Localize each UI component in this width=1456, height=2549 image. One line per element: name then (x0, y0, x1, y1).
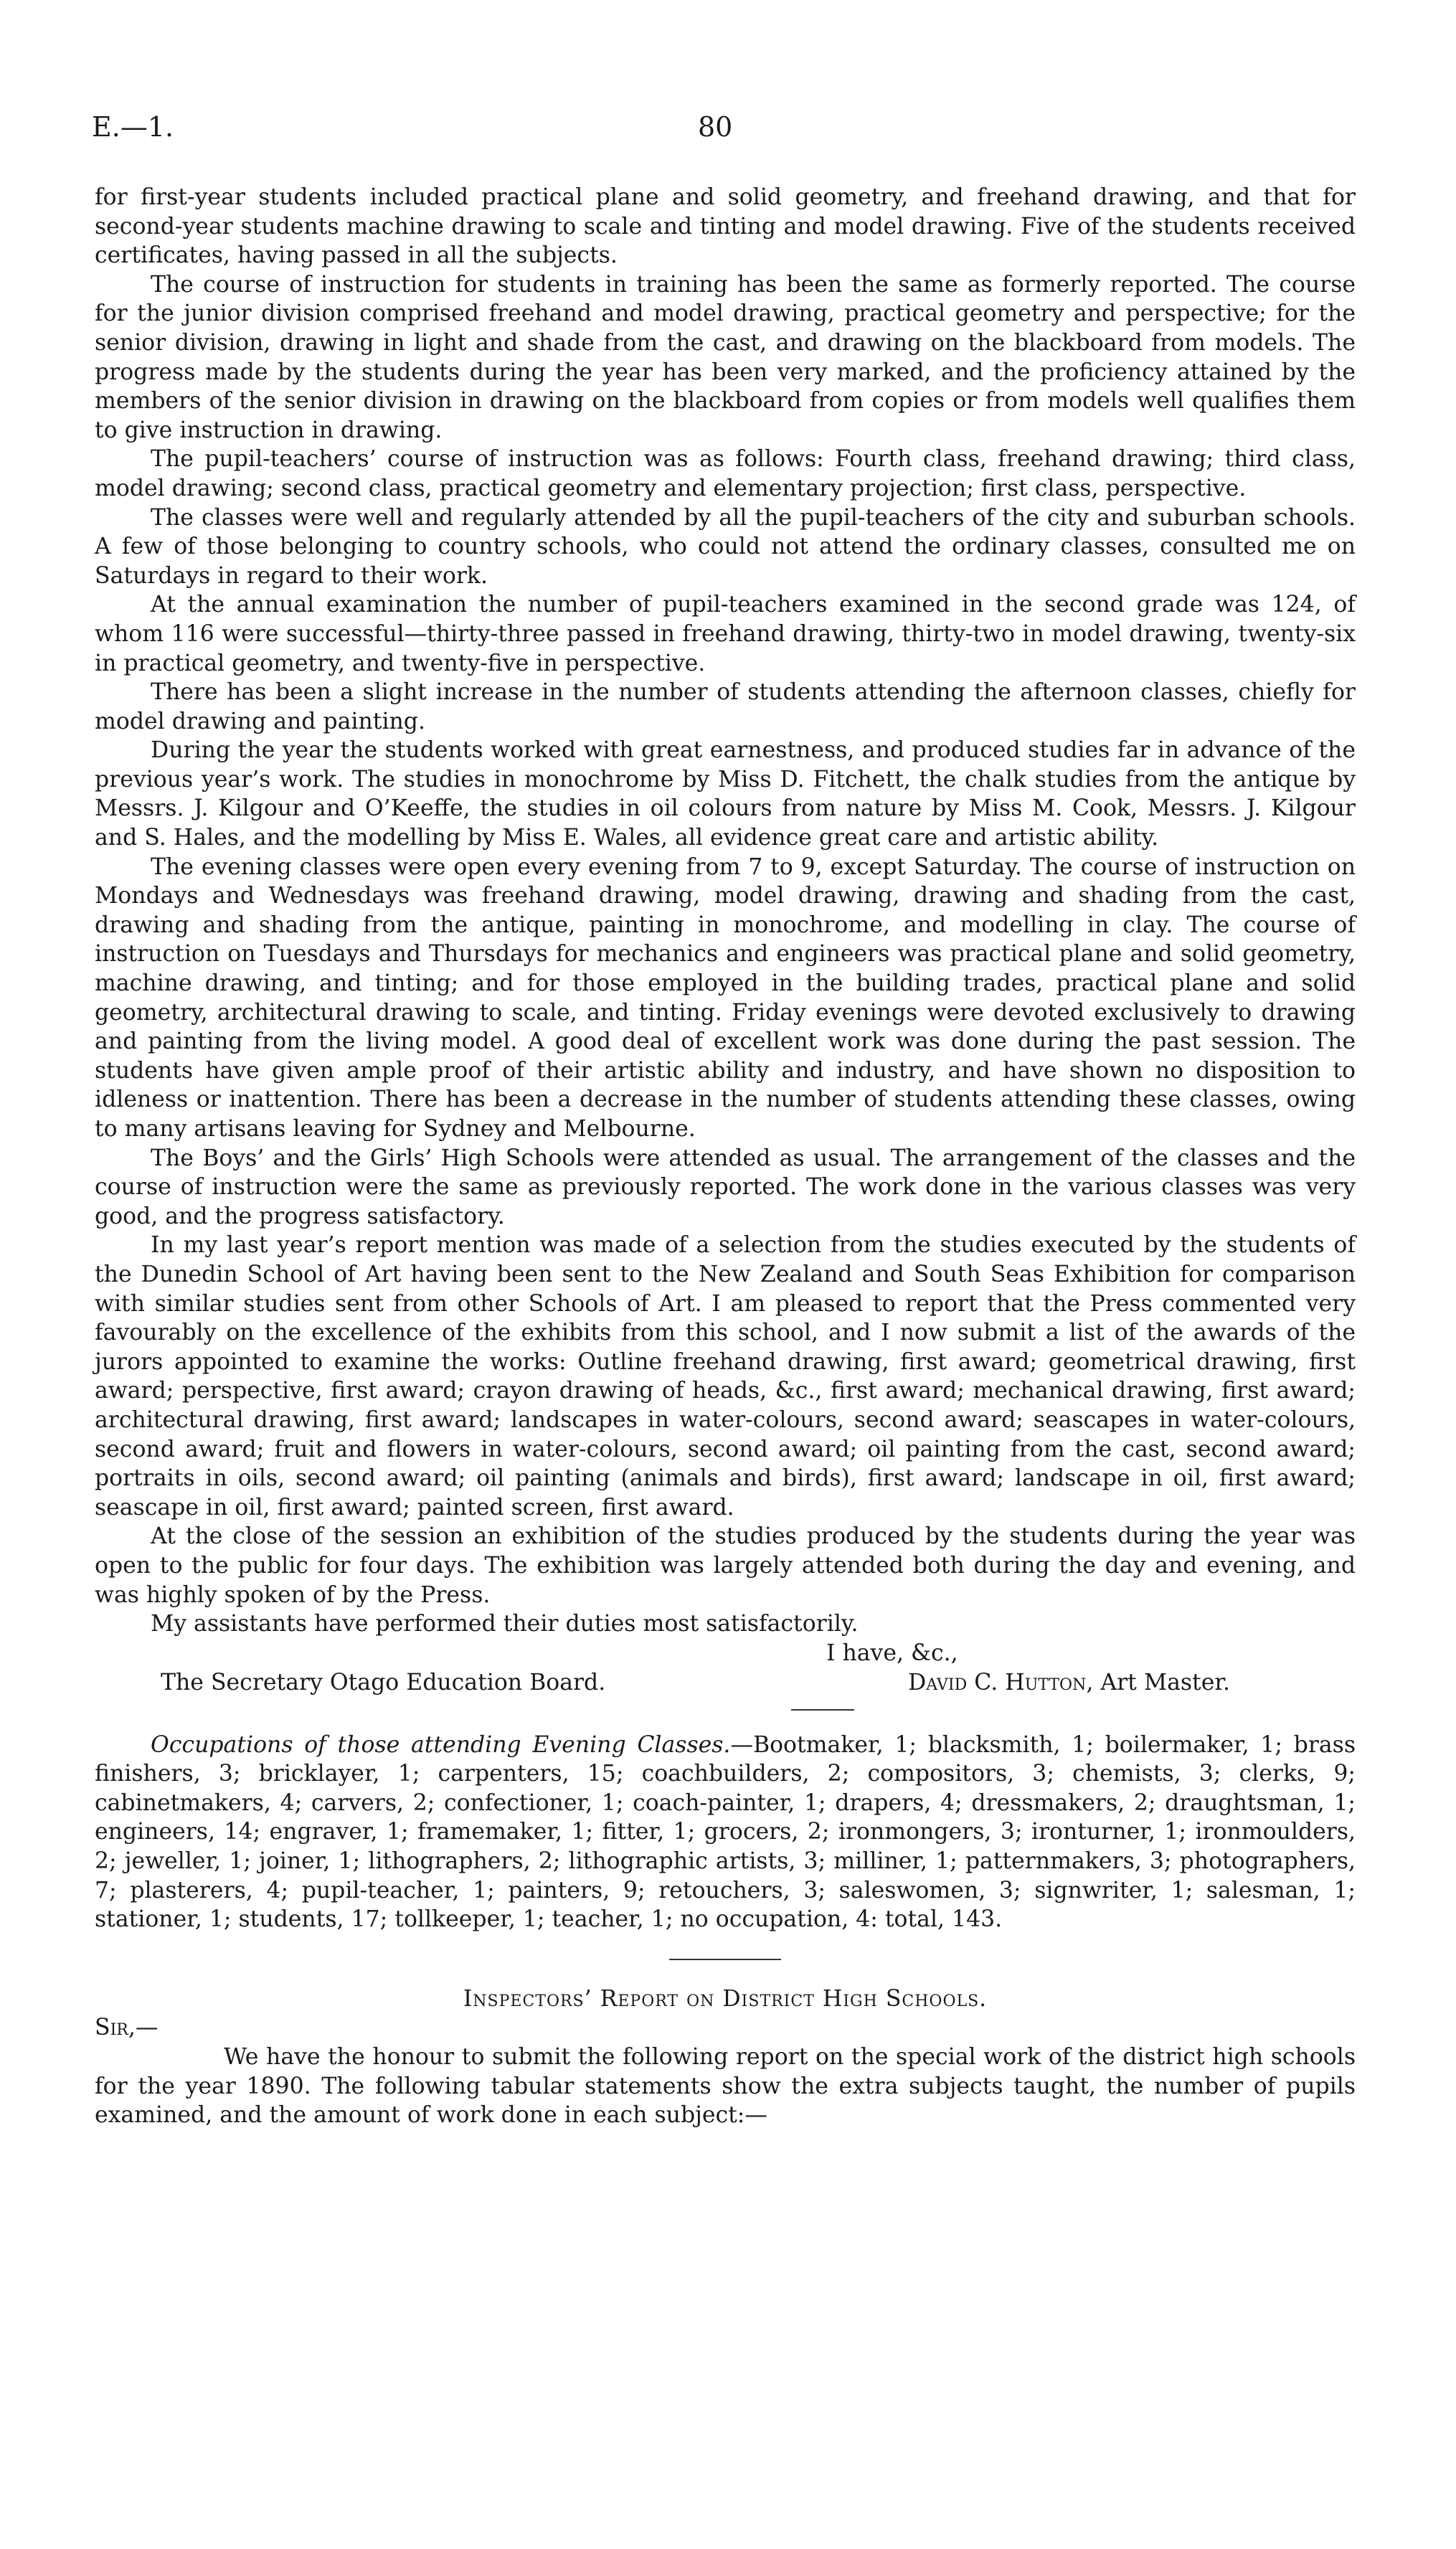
document-reference: E.—1. (92, 111, 174, 143)
paragraph-exhibition-awards: In my last year’s report mention was made of a selection from the studies executed by the students of the Dunedin School of Art having been sent to the New Zealand and South Seas Exhibition for comparison with similar studies sent from other Schools of Art. I am pleased to report that the Press commented very favourably on the excellence of the exhibits from this school, and I now submit a list of the awards of the jurors appointed to examine the works: Outline freehand drawing, first award; geometrical drawing, first award; perspective, first award; crayon drawing of heads, &c., first award; mechanical drawing, first award; architectural drawing, first award; landscapes in water-colours, second award; seascapes in water-colours, second award; fruit and flowers in water-colours, second award; oil painting from the cast, second award; portraits in oils, second award; oil painting (animals and birds), first award; landscape in oil, first award; seascape in oil, first award; painted screen, first award. (95, 1232, 1356, 1521)
paragraph-session-exhibition: At the close of the session an exhibition of the studies produced by the students during the year was open to the public for four days. The exhibition was largely attended both during the day and evening, and was highly spoken of by the Press. (95, 1523, 1356, 1608)
paragraph-afternoon-classes: There has been a slight increase in the number of students attending the afternoon classes, chiefly for model drawing and painting. (95, 679, 1356, 734)
paragraph-attendance: The classes were well and regularly attended by all the pupil-teachers of the city and suburban schools. A few of those belonging to country schools, who could not attend the ordinary classes, consulted me on Saturdays in regard to their work. (95, 504, 1356, 589)
paragraph-evening-classes: The evening classes were open every evening from 7 to 9, except Saturday. The course of instruction on Mondays and Wednesdays was freehand drawing, model drawing, drawing and shading from the cast, drawing and shading from the antique, painting in monochrome, and modelling in clay. The course of instruction on Tuesdays and Thursdays for mechanics and engineers was practical plane and solid geometry, machine drawing, and tinting; and for those employed in the building trades, practical plane and solid geometry, architectural drawing to scale, and tinting. Friday evenings were devoted exclusively to drawing and painting from the living model. A good deal of excellent work was done during the past session. The students have given ample proof of their artistic ability and industry, and have shown no disposition to idleness or inattention. There has been a decrease in the number of students attending these classes, owing to many artisans leaving for Sydney and Melbourne. (95, 853, 1356, 1142)
occupations-label: Occupations of those attending Evening Classes. (151, 1731, 731, 1758)
signature-name: David C. Hutton (908, 1669, 1087, 1696)
paragraph-annual-examination: At the annual examination the number of pupil-teachers examined in the second grade was 124, of whom 116 were successful—thirty-three passed in freehand drawing, thirty-two in model drawing, twenty-six in practical geometry, and twenty-five in perspective. (95, 592, 1356, 676)
letter-recipient: The Secretary Otago Education Board. (161, 1669, 606, 1696)
signature-row (95, 1668, 1356, 1698)
report-body (95, 183, 1356, 2130)
section-heading: Inspectors’ Report on District High Schools. (463, 1985, 988, 2012)
paragraph-high-schools: The Boys’ and the Girls’ High Schools were attended as usual. The arrangement of the classes and the course of instruction were the same as previously reported. The work done in the various classes was very good, and the progress satisfactory. (95, 1145, 1356, 1229)
section-divider-short (791, 1709, 854, 1711)
signature (908, 1668, 1230, 1698)
signature-title: , Art Master. (1086, 1669, 1230, 1696)
closing-salutation: I have, &c., (826, 1640, 958, 1666)
occupations-list: —Bootmaker, 1; blacksmith, 1; boilermaker, 1; brass finishers, 3; bricklayer, 1; carpenters, 15; coachbuilders, 2; compositors, 3; chemists, 3; clerks, 9; cabinetmakers, 4; carvers, 2; confectioner, 1; coach-painter, 1; drapers, 4; dressmakers, 2; draughtsman, 1; engineers, 14; engraver, 1; framemaker, 1; fitter, 1; grocers, 2; ironmongers, 3; ironturner, 1; ironmoulders, 2; jeweller, 1; joiner, 1; lithographers, 2; lithographic artists, 3; milliner, 1; patternmakers, 3; photographers, 7; plasterers, 4; pupil-teacher, 1; painters, 9; retouchers, 3; saleswomen, 3; signwriter, 1; salesman, 1; stationer, 1; students, 17; tollkeeper, 1; teacher, 1; no occupation, 4: total, 143. (95, 1731, 1356, 1933)
closing-salutation-row (95, 1639, 1356, 1668)
paragraph-training-course: The course of instruction for students in training has been the same as formerly reported. The course for the junior division comprised freehand and model drawing, practical geometry and perspective; for the senior division, drawing in light and shade from the cast, and drawing on the blackboard from models. The progress made by the students during the year has been very marked, and the proficiency attained by the members of the senior division in drawing on the blackboard from copies or from models well qualifies them to give instruction in drawing. (95, 271, 1356, 443)
paragraph-inspectors-opening: We have the honour to submit the following report on the special work of the district high schools for the year 1890. The following tabular statements show the extra subjects taught, the number of pupils examined, and the amount of work done in each subject:— (95, 2044, 1356, 2129)
paragraph-student-work: During the year the students worked with great earnestness, and produced studies far in advance of the previous year’s work. The studies in monochrome by Miss D. Fitchett, the chalk studies from the antique by Messrs. J. Kilgour and O’Keeffe, the studies in oil colours from nature by Miss M. Cook, Messrs. J. Kilgour and S. Hales, and the modelling by Miss E. Wales, all evidence great care and artistic ability. (95, 737, 1356, 851)
page-header (92, 111, 1350, 154)
paragraph-occupations (95, 1731, 1356, 1934)
inspectors-salutation: Sir,— (95, 2015, 159, 2041)
paragraph-pupil-teachers-course: The pupil-teachers’ course of instruction was as follows: Fourth class, freehand drawing; third class, model drawing; second class, practical geometry and elementary projection; first class, perspective. (95, 446, 1356, 501)
page-number: 80 (698, 111, 733, 143)
paragraph-assistants: My assistants have performed their duties most satisfactorily. (151, 1611, 859, 1637)
paragraph-continued: for first-year students included practical plane and solid geometry, and freehand drawing, and that for second-year students machine drawing to scale and tinting and model drawing. Five of the students received certificates, having passed in all the subjects. (95, 184, 1356, 269)
section-divider (669, 1959, 781, 1960)
